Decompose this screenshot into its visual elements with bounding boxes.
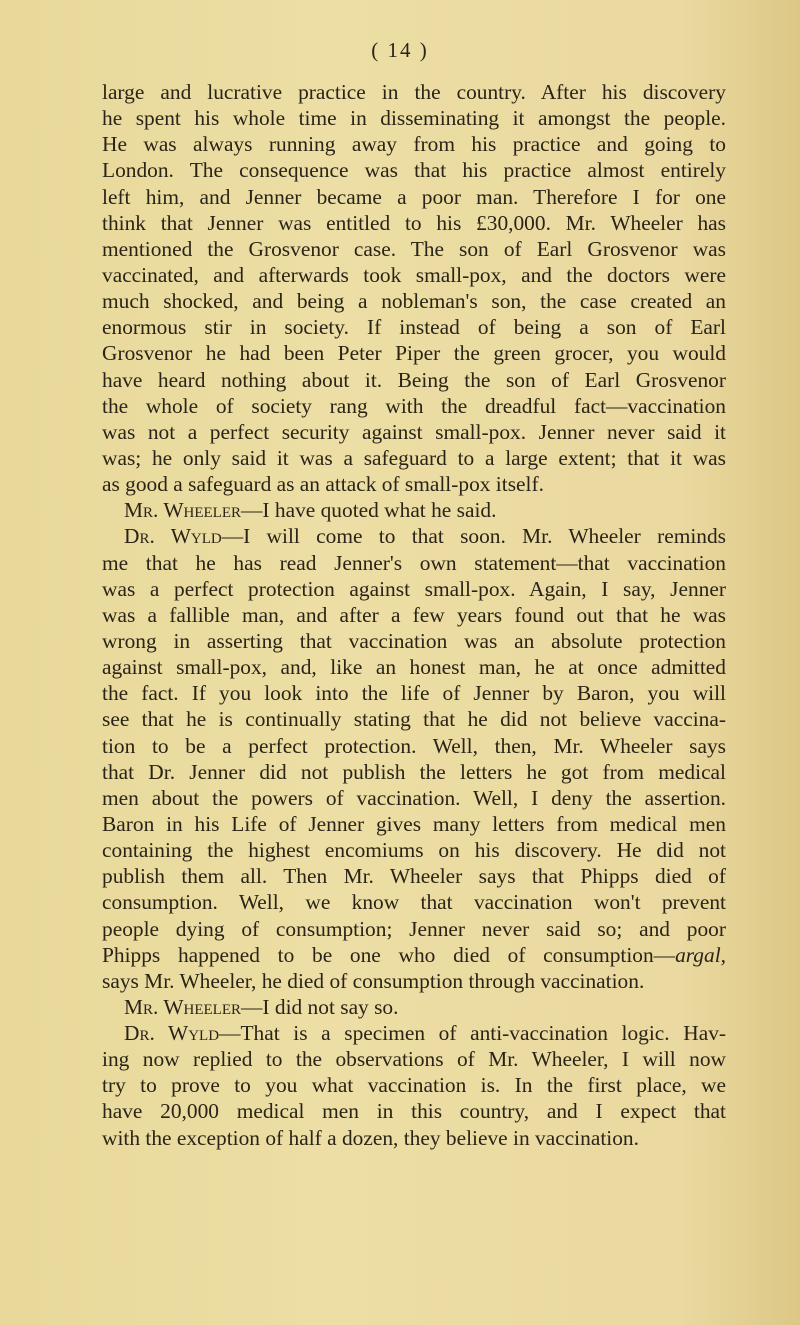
line-text: people dying of consumption; Jenner never said so; and poor xyxy=(102,916,726,941)
text-line xyxy=(102,759,726,785)
text-line xyxy=(102,916,726,942)
text-line xyxy=(102,262,726,288)
page-number: ( 14 ) xyxy=(371,38,429,62)
text-line xyxy=(102,1046,726,1072)
text-line xyxy=(102,340,726,366)
text-line xyxy=(102,288,726,314)
text-line xyxy=(102,680,726,706)
line-text: London. The consequence was that his practice almost entirely xyxy=(102,158,726,183)
line-text: men about the powers of vaccination. Well, I deny the assertion. xyxy=(102,785,726,810)
line-text: Phipps happened to be one who died of consumption— xyxy=(102,942,676,967)
text-line xyxy=(102,210,726,236)
text-line xyxy=(102,628,726,654)
speaker-name: Mr. Wheeler xyxy=(124,498,242,523)
line-text: Baron in his Life of Jenner gives many letters from medical men xyxy=(102,811,726,836)
speaker-name: Mr. Wheeler xyxy=(124,994,242,1019)
line-text: consumption. Well, we know that vaccination won't prevent xyxy=(102,890,726,915)
line-text: vaccinated, and afterwards took small-pox, and the doctors were xyxy=(102,262,726,287)
text-line xyxy=(102,654,726,680)
text-line xyxy=(102,157,726,183)
text-line xyxy=(102,785,726,811)
line-text: wrong in asserting that vaccination was an absolute protection xyxy=(102,628,726,653)
text-line xyxy=(102,1072,726,1098)
text-line xyxy=(102,889,726,915)
text-line xyxy=(102,1125,726,1151)
line-text: publish them all. Then Mr. Wheeler says that Phipps died of xyxy=(102,864,726,889)
line-text: with the exception of half a dozen, they believe in vaccination. xyxy=(102,1125,639,1150)
text-line xyxy=(102,131,726,157)
text-line xyxy=(102,471,726,497)
body-text xyxy=(102,79,726,1151)
text-line xyxy=(102,811,726,837)
line-text: Grosvenor he had been Peter Piper the green grocer, you would xyxy=(102,341,726,366)
text-line xyxy=(102,576,726,602)
line-text: says Mr. Wheeler, he died of consumption through vaccination. xyxy=(102,968,645,993)
line-text: was a fallible man, and after a few years found out that he was xyxy=(102,602,726,627)
line-text: left him, and Jenner became a poor man. Therefore I for one xyxy=(102,184,726,209)
text-line xyxy=(102,105,726,131)
text-line xyxy=(102,550,726,576)
line-text: —I did not say so. xyxy=(241,994,399,1019)
line-text: —I will come to that soon. Mr. Wheeler reminds xyxy=(221,524,726,549)
text-line xyxy=(102,314,726,340)
line-text: the whole of society rang with the dreadful fact—vaccination xyxy=(102,393,726,418)
text-line xyxy=(102,968,726,994)
line-text: think that Jenner was entitled to his £30,000. Mr. Wheeler has xyxy=(102,210,726,235)
line-text: he spent his whole time in disseminating it amongst the people. xyxy=(102,106,726,131)
text-line xyxy=(102,863,726,889)
text-line xyxy=(102,497,726,523)
text-line xyxy=(102,837,726,863)
line-text: against small-pox, and, like an honest man, he at once admitted xyxy=(102,655,726,680)
text-line xyxy=(102,523,726,549)
text-line xyxy=(102,942,726,968)
text-line xyxy=(102,445,726,471)
line-text: as good a safeguard as an attack of small-pox itself. xyxy=(102,472,544,497)
line-text: was a perfect protection against small-pox. Again, I say, Jenner xyxy=(102,576,726,601)
text-line xyxy=(102,1020,726,1046)
line-text: He was always running away from his practice and going to xyxy=(102,132,726,157)
line-text: mentioned the Grosvenor case. The son of Earl Grosvenor was xyxy=(102,236,726,261)
line-text: was; he only said it was a safeguard to a large extent; that it was xyxy=(102,445,726,470)
text-line xyxy=(102,419,726,445)
line-text: was not a perfect security against small-pox. Jenner never said it xyxy=(102,419,726,444)
line-text: have 20,000 medical men in this country, and I expect that xyxy=(102,1099,726,1124)
text-line xyxy=(102,79,726,105)
line-text: much shocked, and being a nobleman's son, the case created an xyxy=(102,289,726,314)
line-text: —That is a specimen of anti-vaccination logic. Hav- xyxy=(219,1021,727,1046)
text-line xyxy=(102,706,726,732)
text-line xyxy=(102,184,726,210)
line-text: me that he has read Jenner's own statement—that vaccination xyxy=(102,550,726,575)
line-text: large and lucrative practice in the country. After his discovery xyxy=(102,80,726,104)
line-text: tion to be a perfect protection. Well, then, Mr. Wheeler says xyxy=(102,733,726,758)
italic-text: argal, xyxy=(675,942,726,967)
text-line xyxy=(102,367,726,393)
speaker-name: Dr. Wyld xyxy=(124,524,222,549)
text-line xyxy=(102,236,726,262)
line-text: see that he is continually stating that he did not believe vaccina- xyxy=(102,707,726,732)
text-line xyxy=(102,1098,726,1124)
line-text: the fact. If you look into the life of Jenner by Baron, you will xyxy=(102,681,726,706)
line-text: ing now replied to the observations of Mr. Wheeler, I will now xyxy=(102,1047,726,1072)
line-text: have heard nothing about it. Being the son of Earl Grosvenor xyxy=(102,367,726,392)
line-text: containing the highest encomiums on his discovery. He did not xyxy=(102,838,726,863)
text-line xyxy=(102,994,726,1020)
text-line xyxy=(102,602,726,628)
text-line xyxy=(102,733,726,759)
line-text: enormous stir in society. If instead of being a son of Earl xyxy=(102,315,726,340)
text-line xyxy=(102,393,726,419)
speaker-name: Dr. Wyld xyxy=(124,1021,220,1046)
line-text: try to prove to you what vaccination is. In the first place, we xyxy=(102,1073,726,1098)
line-text: —I have quoted what he said. xyxy=(241,498,497,523)
line-text: that Dr. Jenner did not publish the letters he got from medical xyxy=(102,759,726,784)
